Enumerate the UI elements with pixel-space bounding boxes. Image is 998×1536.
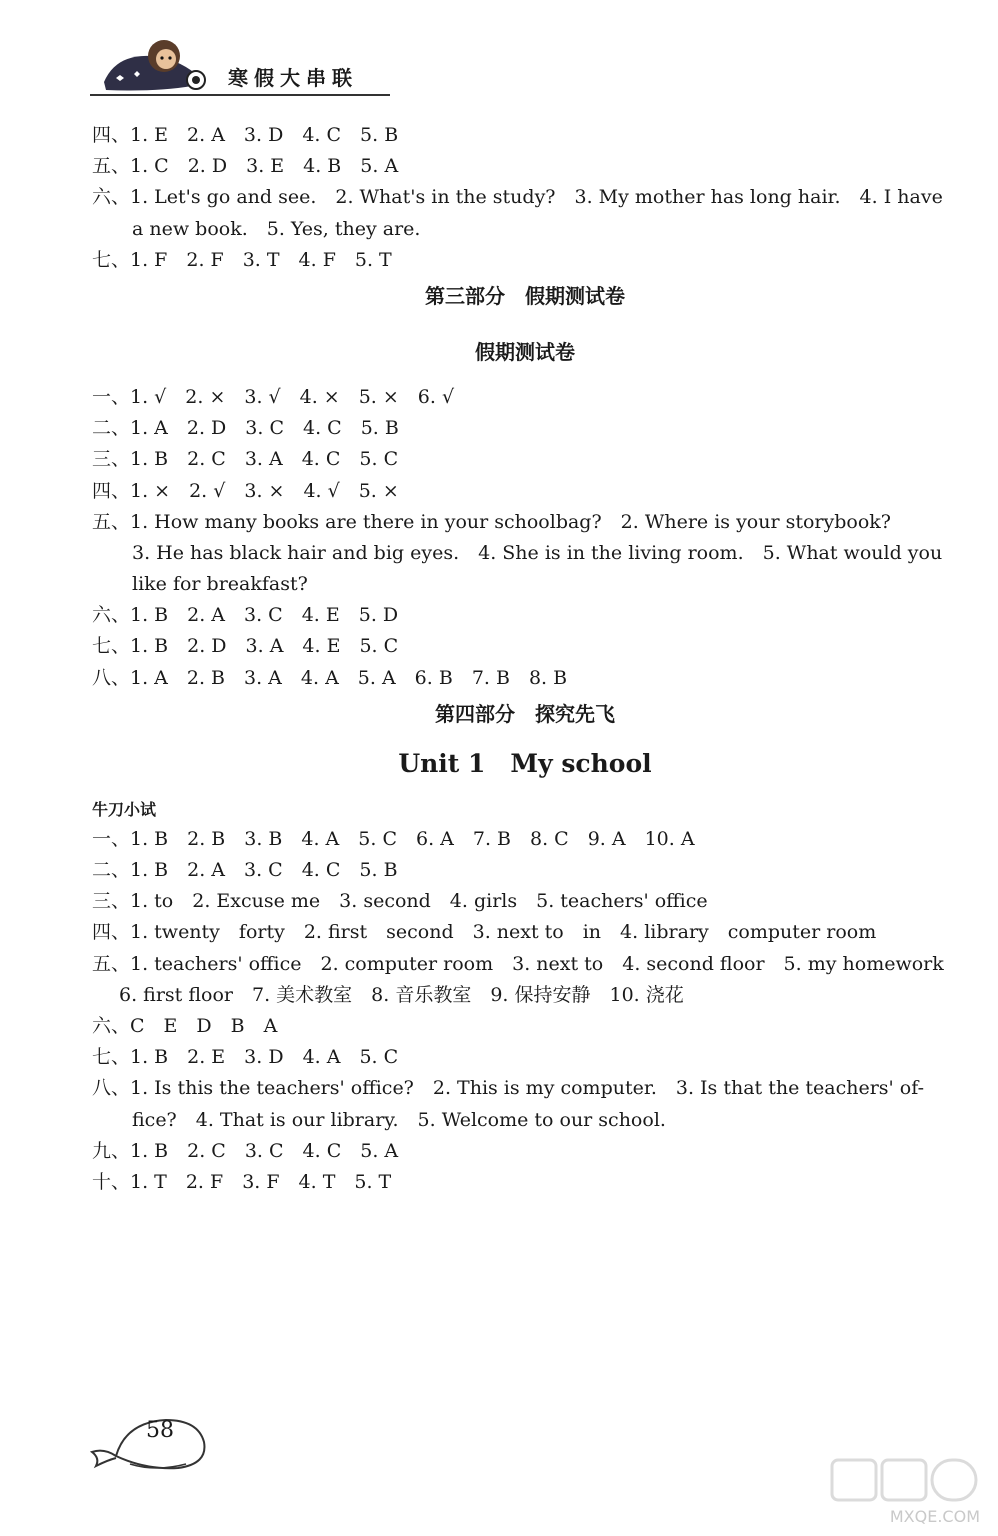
answer-line: 三、1. B 2. C 3. A 4. C 5. C <box>92 448 399 471</box>
mascot-illustration <box>96 34 221 96</box>
watermark-site: MXQE.COM <box>889 1507 980 1526</box>
answer-line: 四、1. twenty forty 2. first second 3. next to in 4. library computer room <box>92 921 877 944</box>
answer-line: 一、1. √ 2. × 3. √ 4. × 5. × 6. √ <box>92 385 455 408</box>
answer-line: 十、1. T 2. F 3. F 4. T 5. T <box>92 1170 392 1193</box>
answer-line: 八、1. A 2. B 3. A 4. A 5. A 6. B 7. B 8. B <box>92 666 568 689</box>
answer-line: 3. He has black hair and big eyes. 4. She is in the living room. 5. What would you <box>132 541 943 564</box>
answer-line: 四、1. × 2. √ 3. × 4. √ 5. × <box>92 479 399 502</box>
unit-title: Unit 1 My school <box>398 748 652 778</box>
header-title: 寒假大串联 <box>228 66 358 90</box>
header-rule <box>90 94 390 96</box>
answer-line: 五、1. C 2. D 3. E 4. B 5. A <box>92 155 399 178</box>
part3-heading: 第三部分 假期测试卷 <box>425 283 625 308</box>
answer-line: like for breakfast? <box>132 573 308 596</box>
watermark <box>820 1456 980 1526</box>
page-footer <box>86 1408 226 1478</box>
answer-line: 一、1. B 2. B 3. B 4. A 5. C 6. A 7. B 8. C 9. A 10. A <box>92 827 695 850</box>
answer-line: 六、1. B 2. A 3. C 4. E 5. D <box>92 604 399 627</box>
answer-line: 七、1. B 2. E 3. D 4. A 5. C <box>92 1046 399 1069</box>
answer-line: 二、1. B 2. A 3. C 4. C 5. B <box>92 859 398 881</box>
answer-line: a new book. 5. Yes, they are. <box>132 217 421 240</box>
part4-heading: 第四部分 探究先飞 <box>435 701 615 726</box>
page-header <box>90 30 390 100</box>
answer-content <box>92 120 958 1198</box>
answer-line: 四、1. E 2. A 3. D 4. C 5. B <box>92 124 399 146</box>
answer-line: 五、1. How many books are there in your schoolbag? 2. Where is your storybook? <box>92 510 891 533</box>
answer-line: 七、1. F 2. F 3. T 4. F 5. T <box>92 248 392 271</box>
answer-line: 七、1. B 2. D 3. A 4. E 5. C <box>92 635 399 658</box>
answer-line: 六、C E D B A <box>92 1014 278 1037</box>
answer-line: 三、1. to 2. Excuse me 3. second 4. girls 5. teachers' office <box>92 890 708 913</box>
answer-line: 二、1. A 2. D 3. C 4. C 5. B <box>92 417 399 440</box>
answer-line: 五、1. teachers' office 2. computer room 3. next to 4. second floor 5. my homework <box>92 952 944 975</box>
answer-line: fice? 4. That is our library. 5. Welcome to our school. <box>132 1108 666 1131</box>
page-number: 58 <box>146 1418 174 1443</box>
answer-line: 八、1. Is this the teachers' office? 2. This is my computer. 3. Is that the teachers' of- <box>92 1077 925 1100</box>
answer-line: 六、1. Let's go and see. 2. What's in the study? 3. My mother has long hair. 4. I have <box>92 186 943 209</box>
section-label: 牛刀小试 <box>92 799 157 819</box>
answer-line: 九、1. B 2. C 3. C 4. C 5. A <box>92 1139 399 1162</box>
watermark-logo <box>830 1456 980 1506</box>
part3-subheading: 假期测试卷 <box>475 339 575 364</box>
answer-line: 6. first floor 7. 美术教室 8. 音乐教室 9. 保持安静 10. 浇花 <box>119 983 684 1006</box>
